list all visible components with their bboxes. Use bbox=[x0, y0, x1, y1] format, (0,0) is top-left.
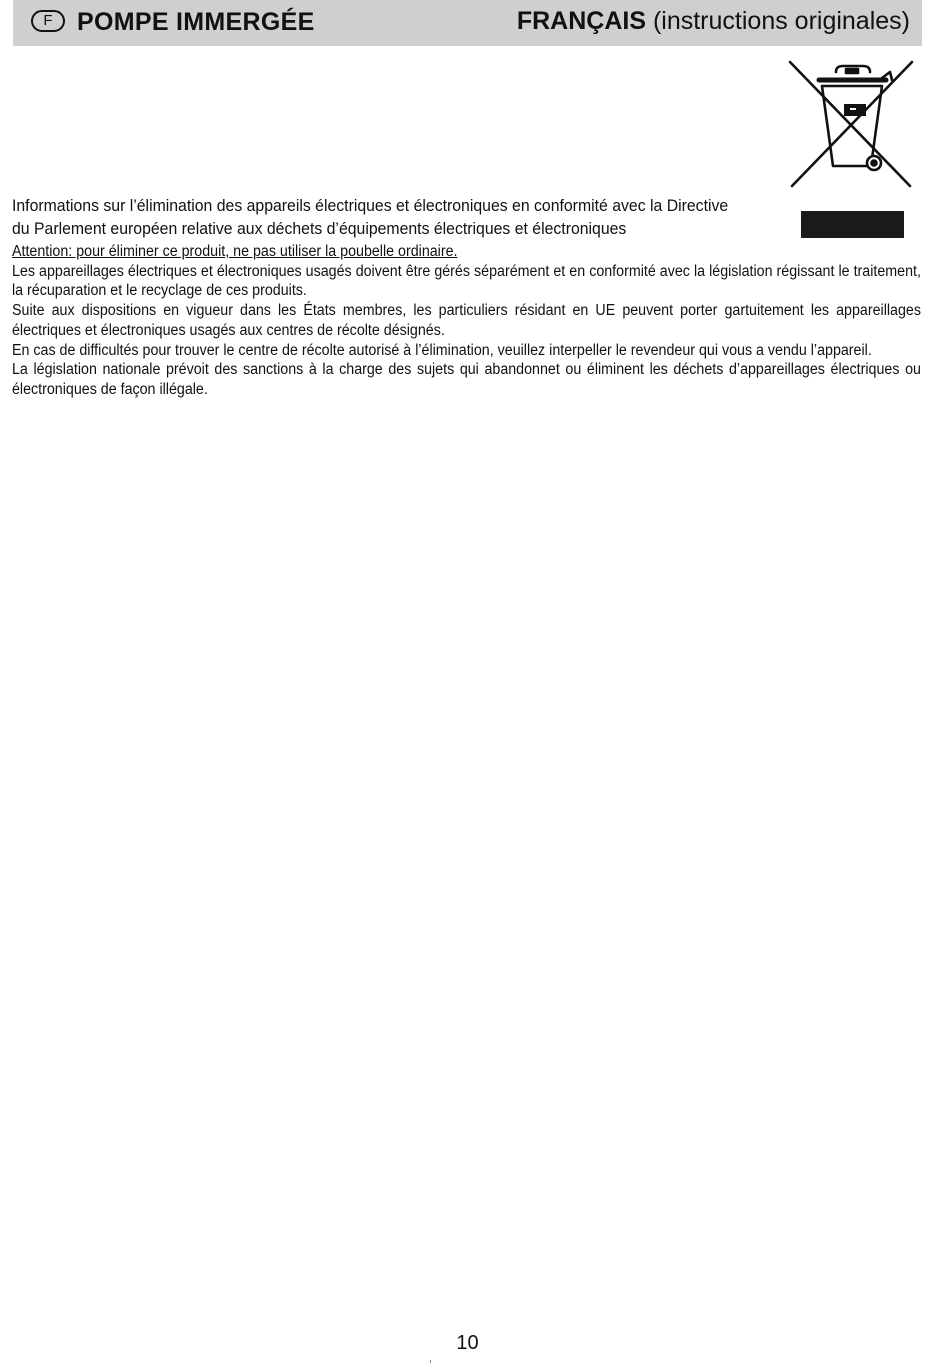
document-title: POMPE IMMERGÉE bbox=[77, 8, 315, 36]
disposal-instructions bbox=[12, 242, 921, 400]
crossed-out-wheelie-bin-icon bbox=[786, 58, 916, 190]
header-bar bbox=[13, 0, 922, 46]
intro-text bbox=[12, 194, 729, 240]
print-mark bbox=[430, 1360, 431, 1363]
language-badge: F bbox=[31, 10, 65, 32]
paragraph: Les appareillages électriques et électroniques usagés doivent être gérés séparément et en conformité avec la législation régissant le traitement, la récuparation et le recyclage de ces produits. bbox=[12, 262, 921, 300]
intro-line: Informations sur l’élimination des appareils électriques et électroniques en conformité avec la Directive bbox=[12, 196, 729, 215]
paragraph: La législation nationale prévoit des sanctions à la charge des sujets qui abandonnet ou éliminent les déchets d’appareillages électriques ou électroniques de façon illégale. bbox=[12, 361, 921, 398]
language-name: FRANÇAIS bbox=[516, 7, 646, 35]
weee-date-bar bbox=[801, 211, 904, 238]
intro-line: du Parlement européen relative aux déchets d’équipements électriques et électroniques bbox=[12, 219, 627, 238]
language-note: (instructions originales) bbox=[652, 7, 910, 35]
attention-notice: Attention: pour éliminer ce produit, ne pas utiliser la poubelle ordinaire. bbox=[12, 243, 458, 260]
page-number: 10 bbox=[456, 1332, 479, 1354]
paragraph: En cas de difficultés pour trouver le centre de récolte autorisé à l’élimination, veuillez interpeller le revendeur qui vous a vendu l’appareil. bbox=[12, 341, 872, 359]
paragraph: Suite aux dispositions en vigueur dans les États membres, les particuliers résidant en UE peuvent porter gartuitement les appareillages électriques et électroniques usagés aux centres de récolte désignés. bbox=[12, 302, 921, 339]
language-label bbox=[517, 7, 910, 36]
